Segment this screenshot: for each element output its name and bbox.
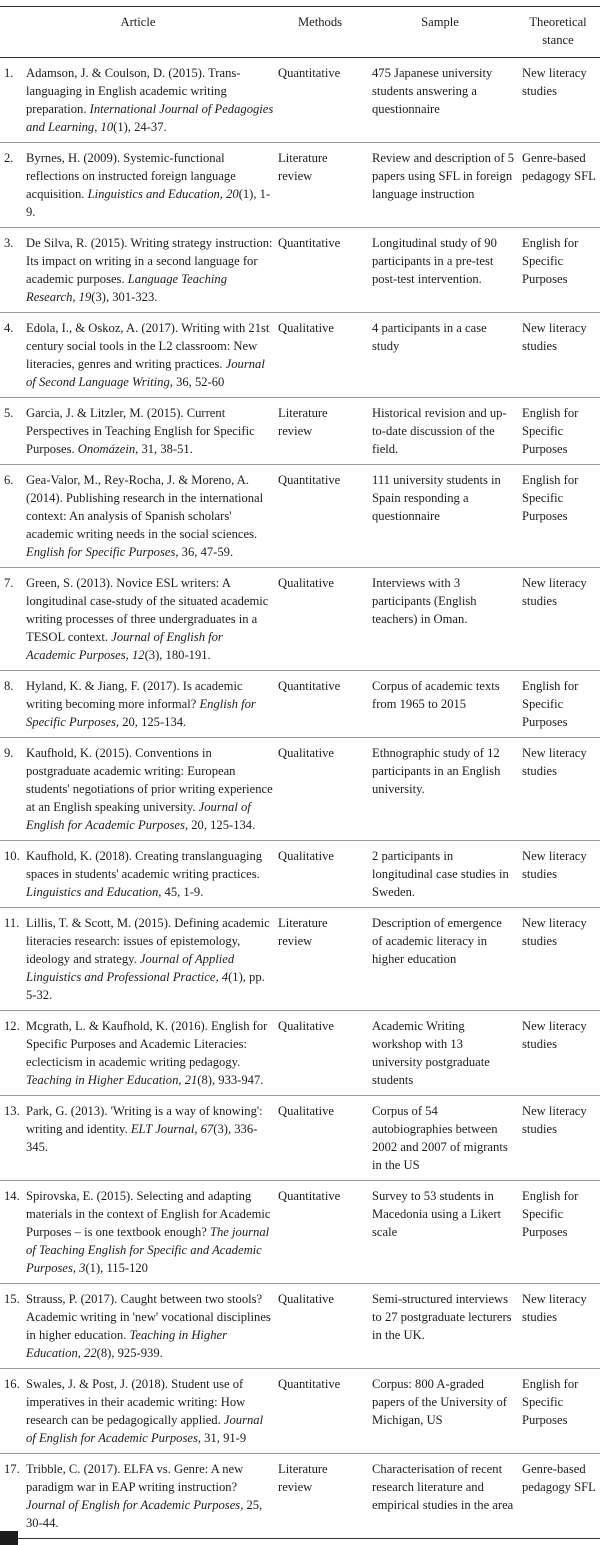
methods-cell: Quantitative [278, 66, 341, 80]
article-pages: , 25, 30-44. [26, 1498, 263, 1530]
row-number: 13. [4, 1104, 20, 1118]
table-row [0, 228, 600, 313]
table-row [0, 908, 600, 1011]
table-row [0, 1454, 600, 1539]
row-number: 16. [4, 1377, 20, 1391]
header-methods: Methods [276, 7, 364, 58]
sample-cell: 111 university students in Spain responding a questionnaire [372, 473, 501, 523]
stance-cell: New literacy studies [522, 1104, 587, 1136]
article-authors-title: Park, G. (2013). 'Writing is a way of knowing': writing and identity. [26, 1104, 263, 1136]
article-authors-title: Garcia, J. & Litzler, M. (2015). Current Perspectives in Teaching English for Specific Purposes. [26, 406, 255, 456]
methods-cell: Literature review [278, 916, 328, 948]
stance-cell: English for Specific Purposes [522, 406, 579, 456]
article-pages: (8), 933-947. [197, 1073, 264, 1087]
article-journal: Teaching in Higher Education, 21 [26, 1073, 198, 1087]
article-cell [0, 1284, 276, 1369]
methods-cell: Literature review [278, 1462, 328, 1494]
article-pages: (1), pp. 5-32. [26, 970, 265, 1002]
article-journal: Onomázein [77, 442, 136, 456]
sample-cell: Historical revision and up-to-date discussion of the field. [372, 406, 507, 456]
sample-cell: 475 Japanese university students answering a questionnaire [372, 66, 493, 116]
article-citation [26, 149, 274, 221]
row-number: 9. [4, 746, 14, 760]
table-row [0, 1011, 600, 1096]
article-cell [0, 313, 276, 398]
sample-cell: Review and description of 5 papers using SFL in foreign language instruction [372, 151, 514, 201]
stance-cell: English for Specific Purposes [522, 679, 579, 729]
sample-cell: Longitudinal study of 90 participants in a pre-test post-test intervention. [372, 236, 497, 286]
article-authors-title: Edola, I., & Oskoz, A. (2017). Writing with 21st century social tools in the L2 classroom: New literacies, genres and writing practices. [26, 321, 270, 371]
article-citation [26, 677, 274, 731]
article-pages: , 31, 91-9 [197, 1431, 247, 1445]
article-pages: (3), 336-345. [26, 1122, 258, 1154]
table-row [0, 465, 600, 568]
table-row [0, 58, 600, 143]
article-cell [0, 1011, 276, 1096]
header-article: Article [0, 7, 276, 58]
table-row [0, 1284, 600, 1369]
article-journal: Language Teaching Research, 19 [26, 272, 228, 304]
article-journal: English for Specific Purposes [26, 545, 176, 559]
article-citation [26, 471, 274, 561]
stance-cell: English for Specific Purposes [522, 1377, 579, 1427]
article-pages: , 45, 1-9. [158, 885, 204, 899]
article-authors-title: Spirovska, E. (2015). Selecting and adapting materials in the context of English for Academic Purposes – is one textbook enough? [26, 1189, 271, 1239]
row-number: 7. [4, 576, 14, 590]
table-row [0, 143, 600, 228]
article-authors-title: Green, S. (2013). Novice ESL writers: A longitudinal case-study of the situated academic writing processes of three undergraduates in a TESOL context. [26, 576, 269, 644]
article-cell [0, 908, 276, 1011]
header-sample: Sample [364, 7, 516, 58]
stance-cell: English for Specific Purposes [522, 473, 579, 523]
article-citation [26, 744, 274, 834]
table-row [0, 313, 600, 398]
methods-cell: Quantitative [278, 236, 341, 250]
article-authors-title: Strauss, P. (2017). Caught between two stools? Academic writing in 'new' vocational disciplines in higher education. [26, 1292, 271, 1342]
stance-cell: English for Specific Purposes [522, 1189, 579, 1239]
sample-cell: 2 participants in longitudinal case studies in Sweden. [372, 849, 509, 899]
stance-cell: New literacy studies [522, 1292, 587, 1324]
article-pages: (3), 301-323. [91, 290, 158, 304]
article-pages: , 31, 38-51. [135, 442, 193, 456]
table-row [0, 568, 600, 671]
article-cell [0, 1181, 276, 1284]
article-authors-title: Swales, J. & Post, J. (2018). Student use of imperatives in their academic writing: How research can be pedagogically applied. [26, 1377, 246, 1427]
article-pages: (8), 925-939. [96, 1346, 163, 1360]
article-pages: (1), 24-37. [113, 120, 167, 134]
article-cell [0, 738, 276, 841]
methods-cell: Qualitative [278, 1019, 334, 1033]
article-pages: , 20, 125-134. [184, 818, 256, 832]
article-pages: , 36, 47-59. [175, 545, 234, 559]
article-pages: , 20, 125-134. [115, 715, 187, 729]
methods-cell: Qualitative [278, 576, 334, 590]
article-authors-title: Mcgrath, L. & Kaufhold, K. (2016). English for Specific Purposes and Academic Literacies: eclecticism in academic writing pedagogy. [26, 1019, 268, 1069]
article-citation [26, 1187, 274, 1277]
sample-cell: Academic Writing workshop with 13 university postgraduate students [372, 1019, 490, 1087]
row-number: 2. [4, 151, 14, 165]
article-citation [26, 319, 274, 391]
stance-cell: Genre-based pedagogy SFL [522, 151, 596, 183]
article-cell [0, 671, 276, 738]
sample-cell: Characterisation of recent research literature and empirical studies in the area [372, 1462, 514, 1512]
header-row [0, 7, 600, 58]
row-number: 17. [4, 1462, 20, 1476]
table-row [0, 841, 600, 908]
row-number: 15. [4, 1292, 20, 1306]
articles-table [0, 6, 600, 1539]
stance-cell: English for Specific Purposes [522, 236, 579, 286]
table-row [0, 671, 600, 738]
stance-cell: New literacy studies [522, 321, 587, 353]
stance-cell: New literacy studies [522, 746, 587, 778]
article-journal: Journal of Second Language Writing [26, 357, 265, 389]
stance-cell: New literacy studies [522, 916, 587, 948]
article-authors-title: Byrnes, H. (2009). Systemic-functional reflections on instructed foreign language acquisition. [26, 151, 236, 201]
methods-cell: Qualitative [278, 1104, 334, 1118]
article-cell [0, 398, 276, 465]
sample-cell: Survey to 53 students in Macedonia using a Likert scale [372, 1189, 502, 1239]
article-cell [0, 568, 276, 671]
article-cell [0, 1454, 276, 1539]
article-authors-title: De Silva, R. (2015). Writing strategy instruction: Its impact on writing in a second language for academic purposes. [26, 236, 273, 286]
article-journal: Journal of English for Academic Purposes [26, 800, 251, 832]
article-pages: (3), 180-191. [144, 648, 211, 662]
sample-cell: Ethnographic study of 12 participants in an English university. [372, 746, 501, 796]
sample-cell: Corpus of 54 autobiographies between 2002 and 2007 of migrants in the US [372, 1104, 508, 1172]
row-number: 10. [4, 849, 20, 863]
article-authors-title: Gea-Valor, M., Rey-Rocha, J. & Moreno, A. (2014). Publishing research in the international context: An analysis of Spanish scholars' academic writing needs in the social sciences. [26, 473, 264, 541]
table-row [0, 1181, 600, 1284]
article-citation [26, 1375, 274, 1447]
methods-cell: Qualitative [278, 849, 334, 863]
sample-cell: Description of emergence of academic literacy in higher education [372, 916, 502, 966]
article-pages: (1), 1-9. [26, 187, 271, 219]
article-cell [0, 1369, 276, 1454]
article-citation [26, 404, 274, 458]
article-journal: Linguistics and Education [26, 885, 159, 899]
sample-cell: Corpus: 800 A-graded papers of the University of Michigan, US [372, 1377, 507, 1427]
row-number: 14. [4, 1189, 20, 1203]
methods-cell: Quantitative [278, 679, 341, 693]
sample-cell: Corpus of academic texts from 1965 to 2015 [372, 679, 500, 711]
row-number: 12. [4, 1019, 20, 1033]
article-citation [26, 847, 274, 901]
table-row [0, 738, 600, 841]
row-number: 3. [4, 236, 14, 250]
article-journal: English for Specific Purposes [26, 697, 256, 729]
page-corner-marker [0, 1531, 18, 1545]
article-citation [26, 1102, 274, 1156]
methods-cell: Qualitative [278, 746, 334, 760]
article-authors-title: Adamson, J. & Coulson, D. (2015). Trans-languaging in English academic writing preparation. [26, 66, 241, 116]
row-number: 8. [4, 679, 14, 693]
row-number: 4. [4, 321, 14, 335]
article-cell [0, 841, 276, 908]
article-cell [0, 228, 276, 313]
article-authors-title: Hyland, K. & Jiang, F. (2017). Is academic writing becoming more informal? [26, 679, 243, 711]
table-row [0, 1369, 600, 1454]
article-cell [0, 1096, 276, 1181]
stance-cell: New literacy studies [522, 1019, 587, 1051]
row-number: 11. [4, 916, 20, 930]
header-stance: Theoretical stance [516, 7, 600, 58]
article-citation [26, 1460, 274, 1532]
article-journal: Journal of English for Academic Purposes [26, 1498, 241, 1512]
article-journal: Journal of English for Academic Purposes [26, 1413, 264, 1445]
methods-cell: Quantitative [278, 1377, 341, 1391]
article-authors-title: Kaufhold, K. (2015). Conventions in postgraduate academic writing: European students' negotiations of prior writing experience at an English speaking university. [26, 746, 273, 814]
row-number: 1. [4, 66, 14, 80]
article-cell [0, 143, 276, 228]
sample-cell: 4 participants in a case study [372, 321, 487, 353]
sample-cell: Interviews with 3 participants (English teachers) in Oman. [372, 576, 477, 626]
article-journal: Teaching in Higher Education, 22 [26, 1328, 228, 1360]
methods-cell: Literature review [278, 151, 328, 183]
row-number: 5. [4, 406, 14, 420]
article-citation [26, 574, 274, 664]
row-number: 6. [4, 473, 14, 487]
article-pages: , 36, 52-60 [169, 375, 225, 389]
table-row [0, 1096, 600, 1181]
article-citation [26, 64, 274, 136]
article-journal: International Journal of Pedagogies and Learning, 10 [26, 102, 274, 134]
stance-cell: Genre-based pedagogy SFL [522, 1462, 596, 1494]
article-citation [26, 1290, 274, 1362]
methods-cell: Literature review [278, 406, 328, 438]
methods-cell: Quantitative [278, 1189, 341, 1203]
stance-cell: New literacy studies [522, 849, 587, 881]
article-cell [0, 465, 276, 568]
article-journal: The journal of Teaching English for Specific and Academic Purposes, 3 [26, 1225, 270, 1275]
stance-cell: New literacy studies [522, 576, 587, 608]
article-citation [26, 234, 274, 306]
article-citation [26, 1017, 274, 1089]
article-authors-title: Kaufhold, K. (2018). Creating translanguaging spaces in students' academic writing practices. [26, 849, 263, 881]
sample-cell: Semi-structured interviews to 27 postgraduate lecturers in the UK. [372, 1292, 512, 1342]
article-authors-title: Tribble, C. (2017). ELFA vs. Genre: A new paradigm war in EAP writing instruction? [26, 1462, 244, 1494]
article-pages: (1), 115-120 [85, 1261, 148, 1275]
article-journal: ELT Journal, 67 [130, 1122, 214, 1136]
article-cell [0, 58, 276, 143]
methods-cell: Qualitative [278, 321, 334, 335]
methods-cell: Quantitative [278, 473, 341, 487]
methods-cell: Qualitative [278, 1292, 334, 1306]
table-row [0, 398, 600, 465]
article-journal: Linguistics and Education, 20 [87, 187, 239, 201]
article-authors-title: Lillis, T. & Scott, M. (2015). Defining academic literacies research: issues of epistemology, ideology and strategy. [26, 916, 270, 966]
article-citation [26, 914, 274, 1004]
article-journal: Journal of English for Academic Purposes, 12 [26, 630, 223, 662]
stance-cell: New literacy studies [522, 66, 587, 98]
article-journal: Journal of Applied Linguistics and Professional Practice, 4 [26, 952, 235, 984]
